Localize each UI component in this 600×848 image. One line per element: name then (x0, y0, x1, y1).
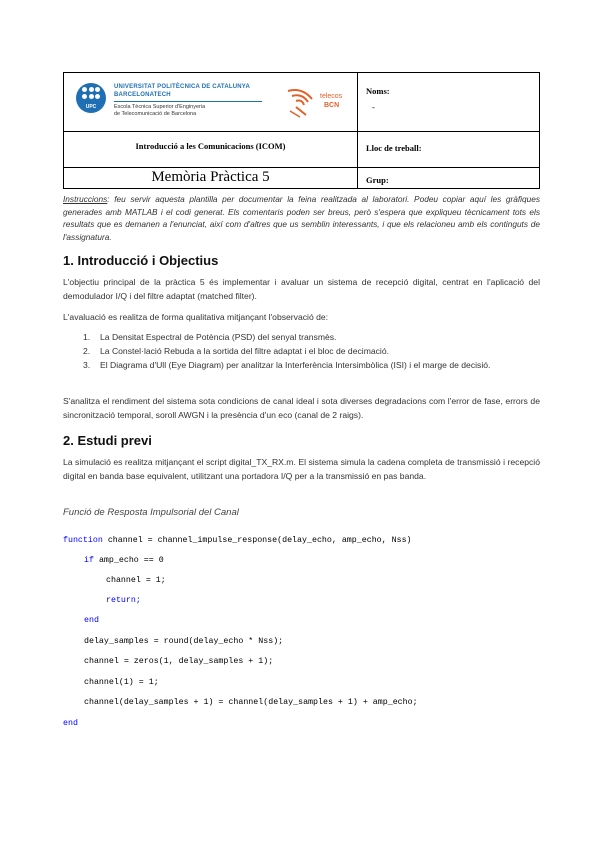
group-label: Grup: (366, 175, 389, 185)
logo-dot (89, 94, 94, 99)
table-divider (64, 167, 357, 168)
code-text: channel = channel_impulse_response(delay_echo, amp_echo, Nss) (102, 536, 412, 545)
telecos-antenna-icon (282, 85, 322, 119)
code-line (106, 596, 141, 605)
list-text: La Constel·lació Rebuda a la sortida del filtre adaptat i el bloc de decimació. (100, 346, 390, 356)
telecos-text: telecos (320, 93, 343, 100)
code-line (63, 719, 78, 728)
school-name (114, 104, 205, 118)
section-heading-introduction: 1. Introducció i Objectius (63, 253, 219, 268)
list-item (83, 344, 540, 358)
university-line: UNIVERSITAT POLITÈCNICA DE CATALUNYA (114, 84, 250, 90)
code-line (84, 616, 99, 625)
university-name (114, 83, 250, 99)
list-text: El Diagrama d'Ull (Eye Diagram) per analitzar la Interferència Intersimbòlica (ISI) i el marge de decisió. (100, 360, 491, 370)
telecos-logo (282, 85, 342, 119)
university-line: BARCELONATECH (114, 92, 171, 98)
workplace-label: Lloc de treball: (366, 143, 422, 153)
code-keyword: function (63, 536, 103, 545)
code-text: amp_echo == 0 (93, 556, 164, 565)
logo-dot (95, 87, 100, 92)
instructions-paragraph (63, 193, 540, 243)
school-line: Escola Tècnica Superior d'Enginyeria (114, 104, 206, 110)
course-title: Introducció a les Comunicacions (ICOM) (135, 141, 286, 151)
upc-logo-icon (76, 83, 106, 113)
code-line: channel(1) = 1; (84, 678, 159, 687)
list-number: 1. (83, 332, 91, 342)
code-keyword: if (84, 556, 94, 565)
logo-dot (82, 94, 87, 99)
paragraph: L'objectiu principal de la pràctica 5 és implementar i avaluar un sistema de recepció digital, centrat en l'aplicació del demodulador I/Q i del filtre adaptat (matched filter). (63, 277, 540, 301)
upc-logo-text: UPC (85, 104, 97, 110)
logo-dot (95, 94, 100, 99)
logo-dot (82, 87, 87, 92)
section-heading-estudi-previ: 2. Estudi previ (63, 433, 152, 448)
paragraph: S'analitza el rendiment del sistema sota condicions de canal ideal i sota diverses degradacions com l'error de fase, errors de sincronització temporal, soroll AWGN i la presència d'un eco (canal de 2 raigs). (63, 396, 540, 420)
list-text: La Densitat Espectral de Potència (PSD) del senyal transmès. (100, 332, 337, 342)
list-item (83, 330, 540, 344)
school-line: de Telecomunicació de Barcelona (114, 111, 197, 117)
code-line: channel = zeros(1, delay_samples + 1); (84, 657, 274, 666)
list-number: 2. (83, 346, 91, 356)
code-line (84, 556, 164, 565)
code-keyword: end (84, 616, 99, 625)
document-title: Memòria Pràctica 5 (151, 169, 270, 185)
header-table (63, 72, 540, 189)
code-line: channel = 1; (106, 576, 166, 585)
names-field[interactable]: - (372, 102, 375, 112)
paragraph: La simulació es realitza mitjançant el script digital_TX_RX.m. El sistema simula la cadena completa de transmissió i recepció digital en banda base equivalent, utilitzant una portadora I/Q per a la transmissió en pas banda. (63, 457, 540, 481)
paragraph: L'avaluació es realitza de forma qualitativa mitjançant l'observació de: (63, 312, 329, 322)
code-keyword: return; (106, 596, 141, 605)
instructions-label: Instruccions (63, 194, 108, 204)
code-line (63, 536, 412, 545)
table-divider (358, 131, 540, 132)
logo-rule (114, 101, 262, 102)
code-line: delay_samples = round(delay_echo * Nss); (84, 637, 284, 646)
list-number: 3. (83, 360, 91, 370)
logo-dot (89, 87, 94, 92)
observations-list (83, 330, 540, 372)
code-keyword: end (63, 719, 78, 728)
code-line: channel(delay_samples + 1) = channel(delay_samples + 1) + amp_echo; (84, 698, 418, 707)
table-divider (358, 167, 540, 168)
names-label: Noms: (366, 86, 390, 96)
instructions-text: : feu servir aquesta plantilla per documentar la feina realitzada al laboratori. Podeu copiar aquí les gràfiques generades amb MATLAB i el codi generat. Els comentaris poden ser breus, però s'espera que expliqueu tècnicament tots els resultats que es demanen a l'enunciat, així com d'altres que us semblin interessants, i que els relacioneu amb els continguts de l'assignatura. (63, 194, 540, 242)
list-item (83, 358, 540, 372)
subheading: Funció de Resposta Impulsorial del Canal (63, 507, 239, 518)
bcn-text: BCN (324, 102, 340, 109)
table-divider (64, 131, 357, 132)
